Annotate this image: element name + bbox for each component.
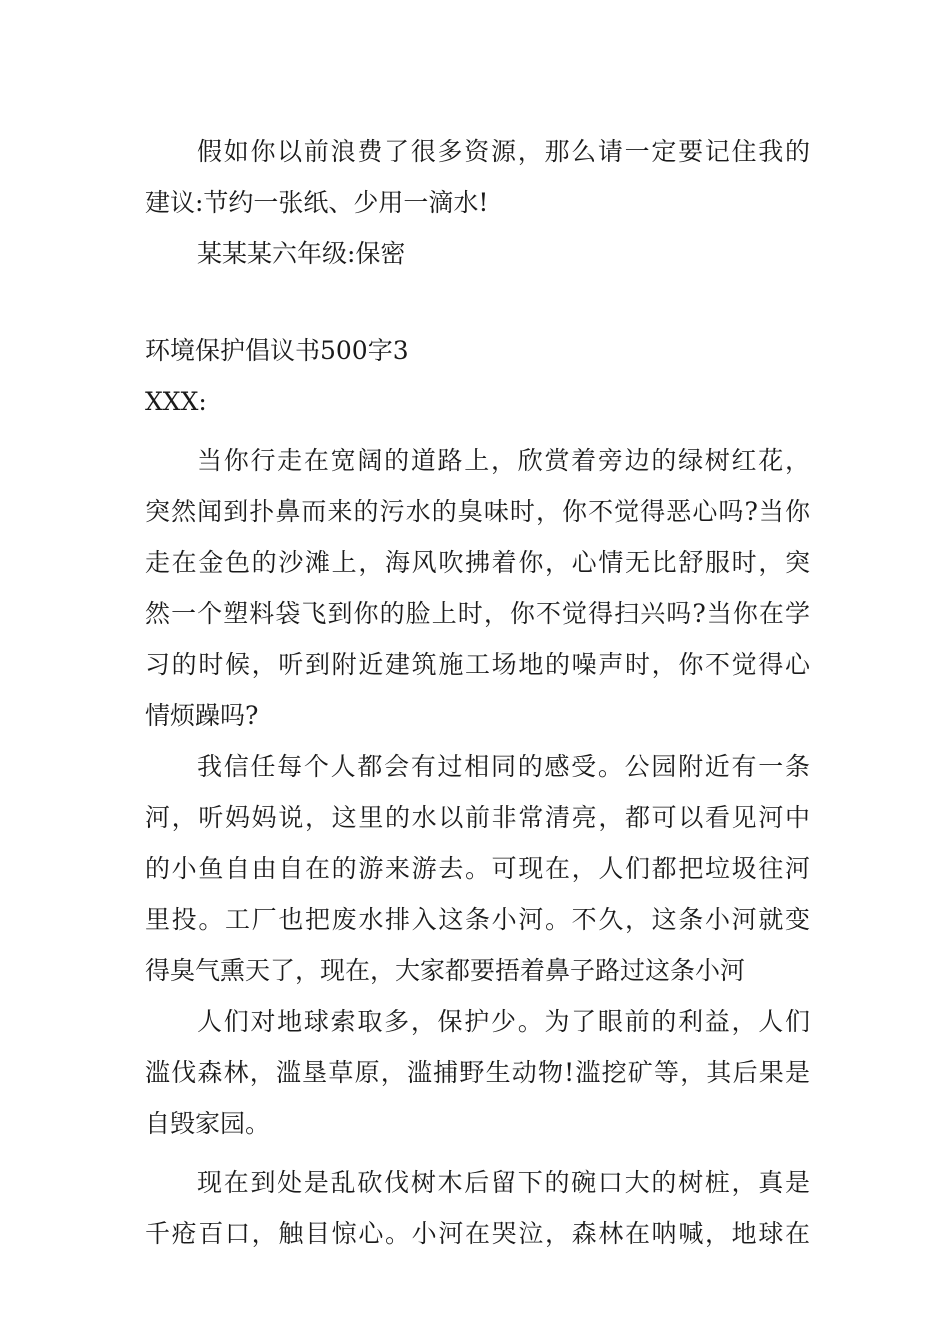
text-line: 千疮百口，触目惊心。小河在哭泣，森林在呐喊，地球在: [145, 1219, 810, 1248]
text-line: 里投。工厂也把废水排入这条小河。不久，这条小河就变: [145, 905, 810, 934]
paragraph-1: [145, 435, 810, 741]
paragraph-3: [145, 996, 810, 1149]
salutation: XXX:: [145, 387, 207, 416]
text-line: 人们对地球索取多，保护少。为了眼前的利益，人们: [197, 1007, 810, 1036]
text-line: 得臭气熏天了，现在，大家都要捂着鼻子路过这条小河: [145, 956, 746, 985]
text-line: 假如你以前浪费了很多资源，那么请一定要记住我的: [197, 137, 810, 166]
section-spacer: [145, 279, 810, 325]
text-line: 河，听妈妈说，这里的水以前非常清亮，都可以看见河中: [145, 803, 810, 832]
text-line: 建议:节约一张纸、少用一滴水!: [145, 188, 489, 217]
text-line: 然一个塑料袋飞到你的脸上时，你不觉得扫兴吗?当你在学: [145, 599, 810, 628]
text-line: 情烦躁吗?: [145, 701, 259, 730]
paragraph-4: [145, 1157, 810, 1259]
paragraph-2: [145, 741, 810, 996]
paragraph-advice: [145, 126, 810, 228]
text-line: 滥伐森林，滥垦草原，滥捕野生动物!滥挖矿等，其后果是: [145, 1058, 810, 1087]
text-line: 走在金色的沙滩上，海风吹拂着你，心情无比舒服时，突: [145, 548, 810, 577]
text-line: 现在到处是乱砍伐树木后留下的碗口大的树桩，真是: [197, 1168, 810, 1197]
spacer: [145, 427, 810, 435]
section-title: 环境保护倡议书500字3: [145, 336, 409, 365]
text-line: 习的时候，听到附近建筑施工场地的噪声时，你不觉得心: [145, 650, 810, 679]
spacer: [145, 1149, 810, 1157]
text-line: 我信任每个人都会有过相同的感受。公园附近有一条: [197, 752, 810, 781]
text-line: 突然闻到扑鼻而来的污水的臭味时，你不觉得恶心吗?当你: [145, 497, 810, 526]
text-line: 自毁家园。: [145, 1109, 271, 1138]
document-page: [145, 126, 810, 1259]
signature-line: 某某某六年级:保密: [197, 239, 406, 268]
text-line: 当你行走在宽阔的道路上，欣赏着旁边的绿树红花，: [197, 446, 810, 475]
text-line: 的小鱼自由自在的游来游去。可现在，人们都把垃圾往河: [145, 854, 810, 883]
